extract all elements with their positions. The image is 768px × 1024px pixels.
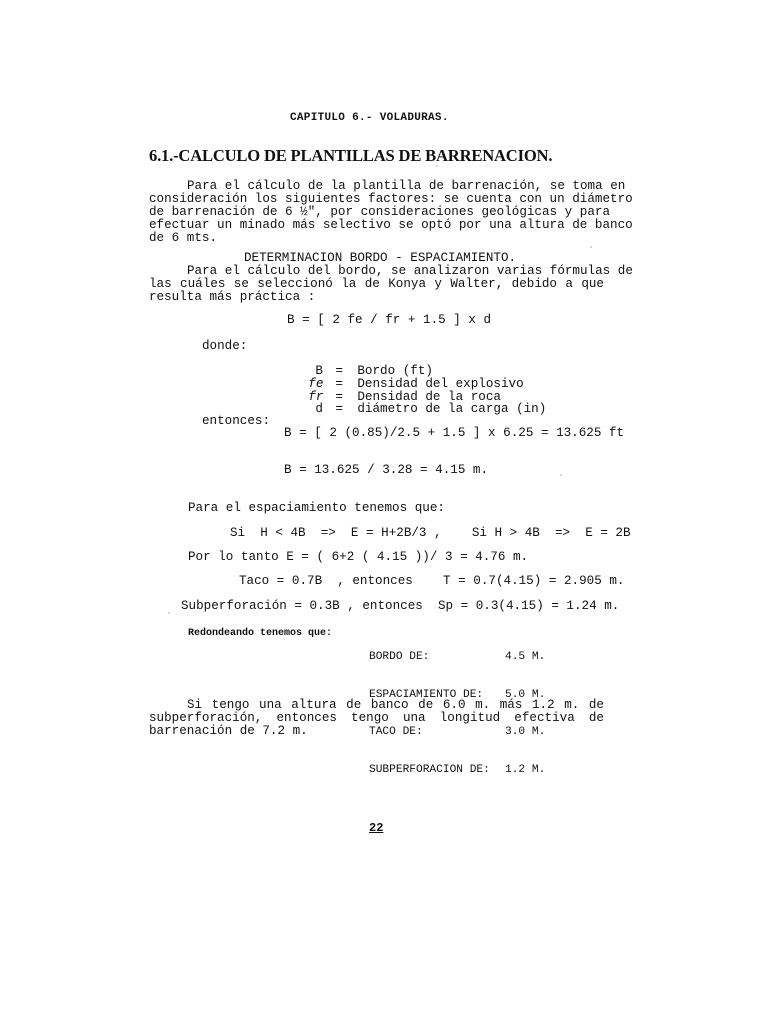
rounding-row <box>369 764 545 777</box>
definition-symbol: fr <box>308 390 324 404</box>
definition-meaning: Bordo (ft) <box>357 364 433 378</box>
chapter-heading: CAPITULO 6.- VOLADURAS. <box>290 112 449 124</box>
paragraph-line: Si tengo una altura de banco de 6.0 m. más 1.2 m. de <box>187 698 604 712</box>
espaciamiento-rule: Si H < 4B => E = H+2B/3 , Si H > 4B => E = 2B <box>230 526 631 540</box>
rounding-item-label: ESPACIAMIENTO DE: <box>369 688 484 701</box>
paragraph-line: de 6 mts. <box>149 231 218 245</box>
definition-equals: = <box>335 402 343 416</box>
definition-symbol: B <box>315 364 323 378</box>
page-number: 22 <box>369 821 384 835</box>
paragraph-line: Para el cálculo de la plantilla de barrenación, se toma en <box>187 179 626 193</box>
subheading: DETERMINACION BORDO - ESPACIAMIENTO. <box>244 251 517 265</box>
rounding-item-value: 4.5 M. <box>505 651 546 663</box>
closing-paragraph <box>149 699 604 738</box>
espaciamiento-intro: Para el espaciamiento tenemos que: <box>188 501 445 515</box>
scan-speck <box>436 165 438 167</box>
main-formula: B = [ 2 fe / fr + 1.5 ] x d <box>287 313 492 327</box>
definition-symbol: d <box>315 402 323 416</box>
definition-equals: = <box>335 377 343 391</box>
subperforacion-line: Subperforación = 0.3B , entonces Sp = 0.3(4.15) = 1.24 m. <box>181 599 620 613</box>
paragraph-line: subperforación, entonces tengo una longitud efectiva de <box>149 711 604 725</box>
paragraph-line: efectuar un minado más selectivo se optó por una altura de banco <box>149 218 633 232</box>
definition-meaning: diámetro de la carga (in) <box>357 402 547 416</box>
paragraph-line: de barrenación de 6 ½", por consideraciones geológicas y para <box>149 205 611 219</box>
donde-label: donde: <box>202 339 248 353</box>
rounding-row <box>369 651 545 664</box>
rounding-item-label: TACO DE: <box>369 726 423 738</box>
paragraph-line: consideración los siguientes factores: se cuenta con un diámetro <box>149 192 633 206</box>
rounding-item-label: BORDO DE: <box>369 651 430 663</box>
paragraph-line: Para el cálculo del bordo, se analizaron varias fórmulas de <box>187 264 633 278</box>
calc-bordo-m: B = 13.625 / 3.28 = 4.15 m. <box>284 463 489 477</box>
taco-line: Taco = 0.7B , entonces T = 0.7(4.15) = 2.905 m. <box>239 574 625 588</box>
definition-meaning: Densidad de la roca <box>357 390 501 404</box>
definition-symbol: fe <box>308 377 324 391</box>
rounding-item-value: 5.0 M. <box>505 688 546 701</box>
definition-equals: = <box>335 390 343 404</box>
definition-row <box>270 390 546 429</box>
bordo-paragraph <box>149 264 633 304</box>
scan-speck <box>168 612 170 614</box>
entonces-label: entonces: <box>202 414 271 428</box>
paragraph-line: resulta más práctica : <box>149 290 316 304</box>
rounding-item-label: SUBPERFORACION DE: <box>369 763 490 776</box>
section-title: 6.1.-CALCULO DE PLANTILLAS DE BARRENACION. <box>149 146 553 165</box>
paragraph-line: las cuáles se seleccionó la de Konya y Walter, debido a que <box>149 277 604 291</box>
calc-bordo-ft: B = [ 2 (0.85)/2.5 + 1.5 ] x 6.25 = 13.625 ft <box>284 426 625 440</box>
rounding-item-value: 3.0 M. <box>505 726 546 738</box>
definition-meaning: Densidad del explosivo <box>357 377 524 391</box>
scan-speck <box>590 246 592 248</box>
rounding-label: Redondeando tenemos que: <box>188 628 333 639</box>
definition-equals: = <box>335 364 343 378</box>
paragraph-line: barrenación de 7.2 m. <box>149 724 308 738</box>
intro-paragraph <box>149 179 633 245</box>
scan-speck <box>560 474 562 476</box>
rounding-item-value: 1.2 M. <box>505 763 546 776</box>
espaciamiento-result: Por lo tanto E = ( 6+2 ( 4.15 ))/ 3 = 4.76 m. <box>188 550 529 564</box>
